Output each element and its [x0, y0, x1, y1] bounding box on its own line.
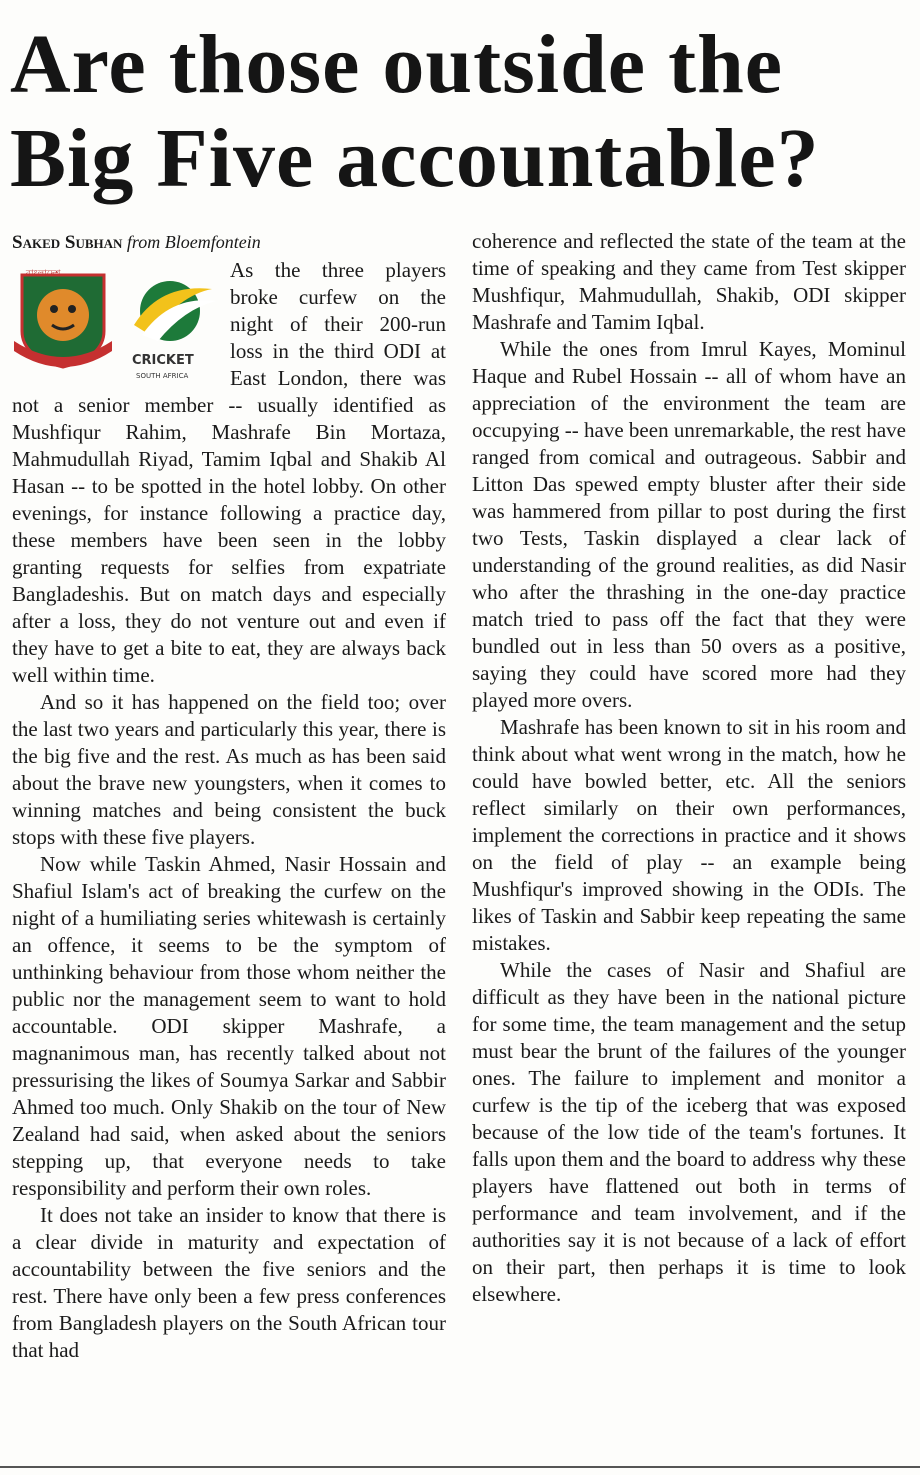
bcb-logo-label: বাংলাদেশ: [26, 269, 61, 279]
article-column-2: [472, 228, 906, 1308]
paragraph: And so it has happened on the field too; over the last two years and particularly this year, there is the big five and the rest. As much as has been said about the brave new youngsters, when it comes to winning matches and being consistent the buck stops with these five players.: [12, 690, 446, 849]
paragraph: coherence and reflected the state of the team at the time of speaking and they came from Test skipper Mushfiqur, Mahmudullah, Shakib, ODI skipper Mashrafe and Tamim Iqbal.: [472, 229, 906, 334]
team-logos: [12, 261, 224, 380]
paragraph: Now while Taskin Ahmed, Nasir Hossain and Shafiul Islam's act of breaking the curfew on the night of a humiliating series whitewash is certainly an offence, it seems to be the symptom of unthinking behaviour from those whom neither the public nor the management seem to want to hold accountable. ODI skipper Mashrafe, a magnanimous man, has recently talked about not pressurising the likes of Soumya Sarkar and Sabbir Ahmed too much. Only Shakib on the tour of New Zealand had said, when asked about the seniors stepping up, that everyone needs to take responsibility and perform their own roles.: [12, 852, 446, 1200]
article-headline: Are those outside the Big Five accountable?: [10, 18, 820, 205]
paragraph: As the three players broke curfew on the night of their 200-run loss in the third ODI at East London, there was not a senior member -- usually identified as Mushfiqur Rahim, Mashrafe Bin Mortaza, Mahmudullah Riyad, Tamim Iqbal and Shakib Al Hasan -- to be spotted in the hotel lobby. On other evenings, for instance following a practice day, these members have been seen in the lobby granting requests for selfies from expatriate Bangladeshis. But on match days and especially after a loss, they do not venture out and even if they have to get a bite to eat, they are always back well within time.: [12, 258, 446, 687]
paragraph: While the cases of Nasir and Shafiul are difficult as they have been in the national picture for some time, the team management and the setup must bear the brunt of the failures of the younger ones. The failure to implement and monitor a curfew is the tip of the iceberg that was exposed because of the low tide of the team's fortunes. It falls upon them and the board to address why these players have flattened out both in terms of performance and team involvement, and if the authorities say it is not because of a lack of effort on their part, then perhaps it is time to look elsewhere.: [472, 958, 906, 1306]
paragraph: It does not take an insider to know that there is a clear divide in maturity and expectation of accountability between the five seniors and the rest. There have only been a few press conferences from Bangladesh players on the South African tour that had: [12, 1203, 446, 1362]
byline-author: Saked Subhan: [12, 232, 123, 253]
paragraph: While the ones from Imrul Kayes, Mominul Haque and Rubel Hossain -- all of whom have an appreciation of the environment the team are occupying -- have been unremarkable, the rest have ranged from comical and outrageous. Sabbir and Litton Das spewed empty bluster after their side was hammered from pillar to post during the first two Tests, Taskin displayed a clear lack of understanding of the ground realities, as did Nasir who after the thrashing in the one-day practice match tried to pass off the fact that they were bundled out in less than 50 overs as a positive, saying they could have scored more had they played more overs.: [472, 337, 906, 712]
paragraph: Mashrafe has been known to sit in his room and think about what went wrong in the match, how he could have bowled better, etc. All the seniors reflect similarly on their own performances, implement the corrections in practice and it shows on the field of play -- an example being Mushfiqur's improved showing in the ODIs. The likes of Taskin and Sabbir keep repeating the same mistakes.: [472, 715, 906, 955]
byline-location: from Bloemfontein: [126, 232, 261, 252]
bottom-rule: [0, 1466, 920, 1468]
article-column-1: [12, 257, 446, 1364]
byline: [12, 232, 261, 254]
csa-logo-subtitle: SOUTH AFRICA: [136, 372, 189, 380]
csa-logo-wordmark: CRICKET: [132, 353, 194, 368]
